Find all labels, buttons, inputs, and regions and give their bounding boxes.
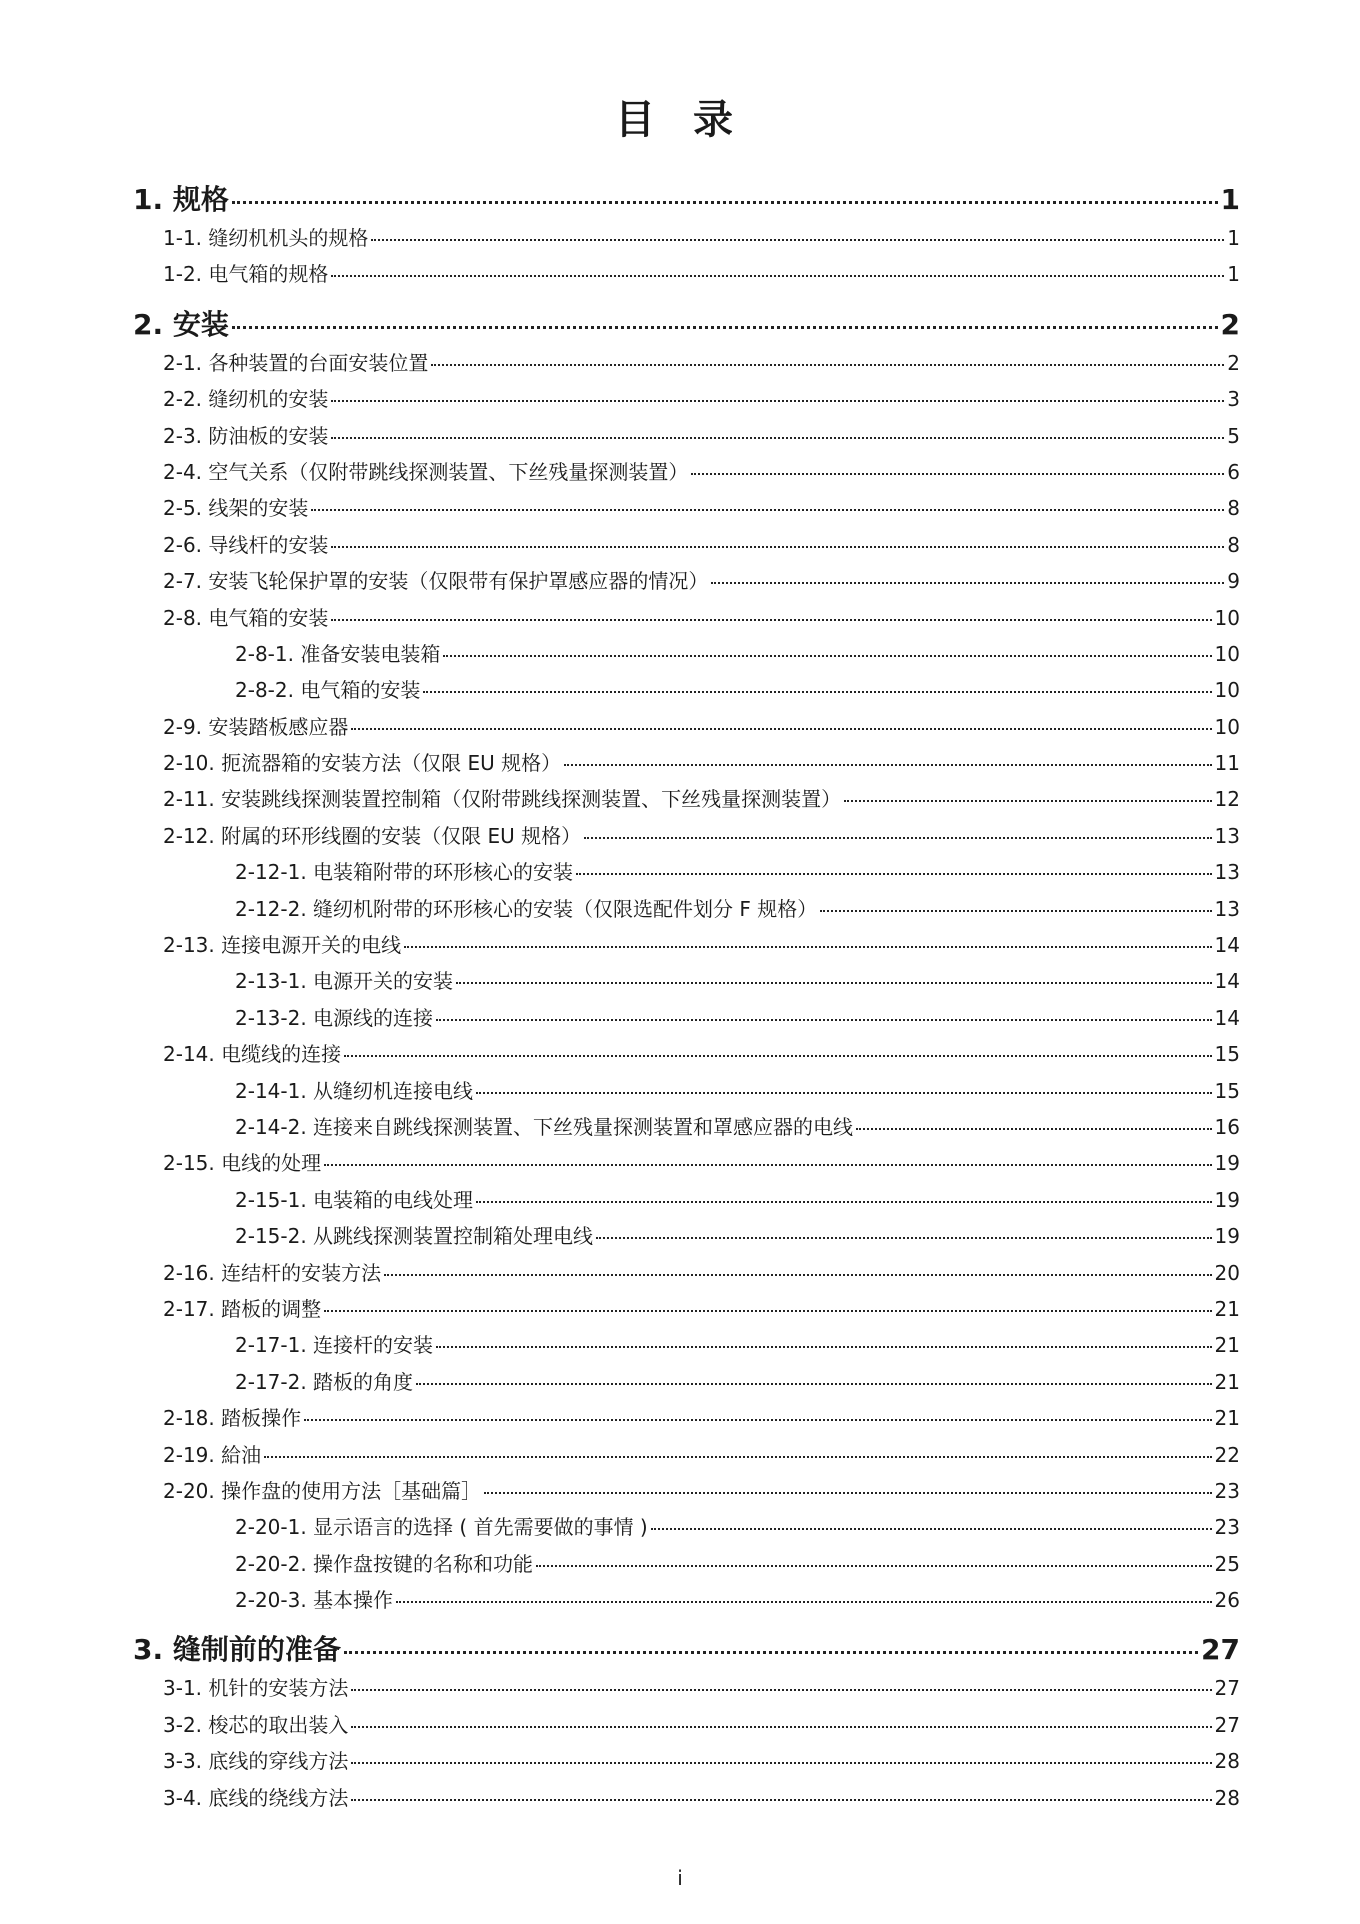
toc-entry-level-1[interactable] [133,1628,1240,1672]
toc-entry-level-1[interactable] [133,303,1240,347]
toc-entry-page: 22 [1214,1442,1240,1467]
toc-entry-page: 2 [1227,350,1240,375]
dot-leader [324,1309,1211,1312]
toc-entry-page: 13 [1214,860,1240,885]
toc-entry-label: 2-18. 踏板操作 [163,1406,302,1431]
toc-entry-page: 1 [1227,226,1240,250]
toc-entry-level-2[interactable] [133,1709,1240,1745]
toc-entry-label: 2. 安装 [133,307,229,341]
toc-entry-label: 2-19. 給油 [163,1442,262,1467]
page-title: 目 录 [615,97,745,143]
toc-entry-page: 28 [1214,1749,1240,1774]
dot-leader [443,654,1211,657]
toc-entry-level-2[interactable] [133,1038,1240,1074]
toc-entry-label: 2-20. 操作盘的使用方法［基础篇］ [163,1478,482,1503]
toc-entry-level-2[interactable] [133,529,1240,565]
toc-entry-label: 1. 规格 [133,183,229,216]
toc-entry-page: 8 [1227,532,1240,557]
dot-leader [232,200,1218,204]
dot-leader [436,1345,1212,1348]
dot-leader [436,1018,1212,1021]
dot-leader [351,727,1211,730]
toc-entry-label: 2-8-1. 准备安装电装箱 [235,641,441,666]
toc-entry-level-2[interactable] [133,1402,1240,1438]
toc-entry-level-2[interactable] [133,711,1240,747]
toc-entry-label: 2-8. 电气箱的安装 [163,605,329,630]
dot-leader [820,909,1211,912]
toc-entry-label: 2-20-3. 基本操作 [235,1588,394,1613]
toc-entry-page: 10 [1214,714,1240,739]
dot-leader [396,1600,1212,1603]
toc-entry-page: 5 [1227,423,1240,448]
toc-entry-level-2[interactable] [133,783,1240,819]
dot-leader [351,1688,1211,1691]
dot-leader [536,1564,1212,1567]
toc-entry-label: 2-1. 各种装置的台面安装位置 [163,350,429,375]
toc-entry-label: 2-12-1. 电装箱附带的环形核心的安装 [235,860,574,885]
dot-leader [564,763,1211,766]
dot-leader [351,1725,1211,1728]
toc-entry-level-2[interactable] [133,222,1240,258]
dot-leader [404,945,1211,948]
dot-leader [691,472,1224,475]
toc-entry-level-2[interactable] [133,1293,1240,1329]
toc-entry-page: 8 [1227,496,1240,521]
dot-leader [576,872,1212,875]
toc-entry-label: 2-20-1. 显示语言的选择 ( 首先需要做的事情 ) [235,1515,648,1540]
toc-entry-level-3[interactable] [133,638,1240,674]
toc-entry-level-2[interactable] [133,820,1240,856]
toc-entry-level-2[interactable] [133,747,1240,783]
dot-leader [423,690,1211,693]
toc-entry-label: 2-3. 防油板的安装 [163,423,329,448]
toc-entry-page: 1 [1227,262,1240,287]
toc-entry-label: 2-14-1. 从缝纫机连接电线 [235,1078,474,1103]
toc-entry-page: 19 [1214,1187,1240,1212]
toc-entry-page: 2 [1220,307,1240,341]
toc-entry-page: 15 [1214,1078,1240,1103]
toc-entry-label: 2-17. 踏板的调整 [163,1296,322,1321]
toc-entry-page: 9 [1227,569,1240,594]
toc-entry-level-3[interactable] [133,1366,1240,1402]
toc-entry-page: 13 [1214,896,1240,921]
toc-entry-label: 2-15. 电线的处理 [163,1151,322,1176]
toc-entry-label: 2-9. 安装踏板感应器 [163,714,349,739]
toc-entry-page: 26 [1214,1588,1240,1613]
toc-entry-level-2[interactable] [133,1147,1240,1183]
toc-entry-level-2[interactable] [133,1257,1240,1293]
dot-leader [331,436,1224,439]
dot-leader [856,1127,1212,1130]
table-of-contents [133,178,1240,1818]
toc-entry-label: 1-2. 电气箱的规格 [163,262,329,287]
toc-entry-level-2[interactable] [133,492,1240,528]
dot-leader [344,1650,1198,1654]
toc-entry-level-3[interactable] [133,1075,1240,1111]
toc-entry-level-2[interactable] [133,929,1240,965]
dot-leader [324,1163,1211,1166]
toc-entry-page: 27 [1214,1712,1240,1737]
toc-entry-page: 21 [1214,1296,1240,1321]
dot-leader [384,1273,1211,1276]
toc-entry-label: 2-16. 连结杆的安装方法 [163,1260,382,1285]
dot-leader [711,581,1224,584]
toc-entry-page: 3 [1227,387,1240,412]
page-number: i [677,1866,683,1890]
toc-entry-level-2[interactable] [133,1475,1240,1511]
toc-entry-page: 23 [1214,1515,1240,1540]
toc-entry-label: 3-3. 底线的穿线方法 [163,1749,349,1774]
dot-leader [344,1054,1211,1057]
dot-leader [584,836,1211,839]
toc-entry-page: 21 [1214,1406,1240,1431]
toc-entry-label: 2-5. 线架的安装 [163,496,309,521]
toc-entry-page: 14 [1214,1005,1240,1030]
dot-leader [416,1382,1212,1385]
dot-leader [476,1091,1212,1094]
toc-entry-level-2[interactable] [133,258,1240,294]
toc-entry-level-2[interactable] [133,420,1240,456]
toc-entry-level-3[interactable] [133,1511,1240,1547]
toc-entry-level-3[interactable] [133,893,1240,929]
toc-entry-label: 2-10. 扼流器箱的安装方法（仅限 EU 规格） [163,751,562,776]
toc-entry-page: 14 [1214,969,1240,994]
toc-entry-level-3[interactable] [133,1220,1240,1256]
toc-entry-label: 2-13-2. 电源线的连接 [235,1005,434,1030]
toc-entry-level-3[interactable] [133,1184,1240,1220]
toc-entry-label: 2-20-2. 操作盘按键的名称和功能 [235,1551,534,1576]
toc-entry-level-2[interactable] [133,383,1240,419]
toc-entry-level-3[interactable] [133,856,1240,892]
toc-entry-label: 2-12-2. 缝纫机附带的环形核心的安装（仅限选配件划分 F 规格） [235,896,818,921]
toc-entry-level-3[interactable] [133,1002,1240,1038]
toc-entry-label: 2-6. 导线杆的安装 [163,532,329,557]
toc-entry-label: 2-14-2. 连接来自跳线探测装置、下丝残量探测装置和罩感应器的电线 [235,1114,854,1139]
toc-entry-label: 2-17-1. 连接杆的安装 [235,1333,434,1358]
dot-leader [456,981,1212,984]
dot-leader [331,545,1224,548]
toc-entry-level-2[interactable] [133,602,1240,638]
toc-entry-page: 10 [1214,678,1240,703]
toc-entry-label: 2-8-2. 电气箱的安装 [235,678,421,703]
toc-entry-page: 28 [1214,1785,1240,1810]
toc-entry-label: 2-15-2. 从跳线探测装置控制箱处理电线 [235,1224,594,1249]
dot-leader [331,618,1211,621]
toc-entry-level-2[interactable] [133,1439,1240,1475]
toc-entry-level-2[interactable] [133,1745,1240,1781]
toc-entry-level-2[interactable] [133,456,1240,492]
dot-leader [651,1527,1212,1530]
dot-leader [311,508,1224,511]
toc-entry-page: 21 [1214,1369,1240,1394]
toc-entry-page: 16 [1214,1114,1240,1139]
toc-entry-page: 1 [1220,183,1240,216]
toc-entry-label: 3-1. 机针的安装方法 [163,1676,349,1701]
toc-entry-page: 11 [1214,751,1240,776]
toc-entry-level-3[interactable] [133,1584,1240,1620]
toc-entry-page: 14 [1214,933,1240,958]
toc-entry-label: 2-14. 电缆线的连接 [163,1042,342,1067]
toc-entry-page: 25 [1214,1551,1240,1576]
toc-entry-label: 1-1. 缝纫机机头的规格 [163,226,369,250]
toc-entry-level-2[interactable] [133,1782,1240,1818]
toc-entry-level-2[interactable] [133,1672,1240,1708]
toc-entry-page: 6 [1227,459,1240,484]
dot-leader [232,325,1218,329]
dot-leader [331,274,1224,277]
dot-leader [596,1236,1212,1239]
dot-leader [331,399,1224,402]
toc-entry-page: 10 [1214,605,1240,630]
toc-entry-page: 19 [1214,1151,1240,1176]
toc-entry-level-3[interactable] [133,1548,1240,1584]
dot-leader [304,1418,1211,1421]
toc-entry-page: 27 [1201,1633,1240,1667]
toc-entry-label: 3-4. 底线的绕线方法 [163,1785,349,1810]
dot-leader [264,1455,1211,1458]
toc-entry-label: 2-17-2. 踏板的角度 [235,1369,414,1394]
toc-entry-label: 2-12. 附属的环形线圈的安装（仅限 EU 规格） [163,823,582,848]
toc-entry-level-3[interactable] [133,965,1240,1001]
toc-entry-page: 13 [1214,823,1240,848]
toc-entry-page: 15 [1214,1042,1240,1067]
toc-entry-page: 27 [1214,1676,1240,1701]
toc-entry-label: 2-13. 连接电源开关的电线 [163,933,402,958]
toc-entry-label: 2-15-1. 电装箱的电线处理 [235,1187,474,1212]
dot-leader [351,1761,1211,1764]
toc-entry-label: 2-4. 空气关系（仅附带跳线探测装置、下丝残量探测装置） [163,459,689,484]
dot-leader [351,1798,1211,1801]
dot-leader [371,238,1224,241]
dot-leader [844,799,1211,802]
toc-entry-page: 20 [1214,1260,1240,1285]
toc-entry-page: 19 [1214,1224,1240,1249]
dot-leader [476,1200,1212,1203]
toc-entry-page: 21 [1214,1333,1240,1358]
dot-leader [431,363,1224,366]
toc-entry-label: 2-2. 缝纫机的安装 [163,387,329,412]
toc-entry-level-2[interactable] [133,347,1240,383]
toc-entry-label: 2-13-1. 电源开关的安装 [235,969,454,994]
toc-entry-level-3[interactable] [133,1111,1240,1147]
toc-entry-page: 23 [1214,1478,1240,1503]
toc-entry-level-3[interactable] [133,674,1240,710]
toc-entry-level-2[interactable] [133,565,1240,601]
toc-entry-label: 3-2. 梭芯的取出装入 [163,1712,349,1737]
dot-leader [484,1491,1211,1494]
toc-entry-label: 3. 缝制前的准备 [133,1633,341,1667]
toc-entry-page: 10 [1214,641,1240,666]
toc-entry-level-3[interactable] [133,1329,1240,1365]
toc-entry-label: 2-7. 安装飞轮保护罩的安装（仅限带有保护罩感应器的情况） [163,569,709,594]
toc-entry-level-1[interactable] [133,178,1240,222]
toc-entry-label: 2-11. 安装跳线探测装置控制箱（仅附带跳线探测装置、下丝残量探测装置） [163,787,842,812]
toc-entry-page: 12 [1214,787,1240,812]
